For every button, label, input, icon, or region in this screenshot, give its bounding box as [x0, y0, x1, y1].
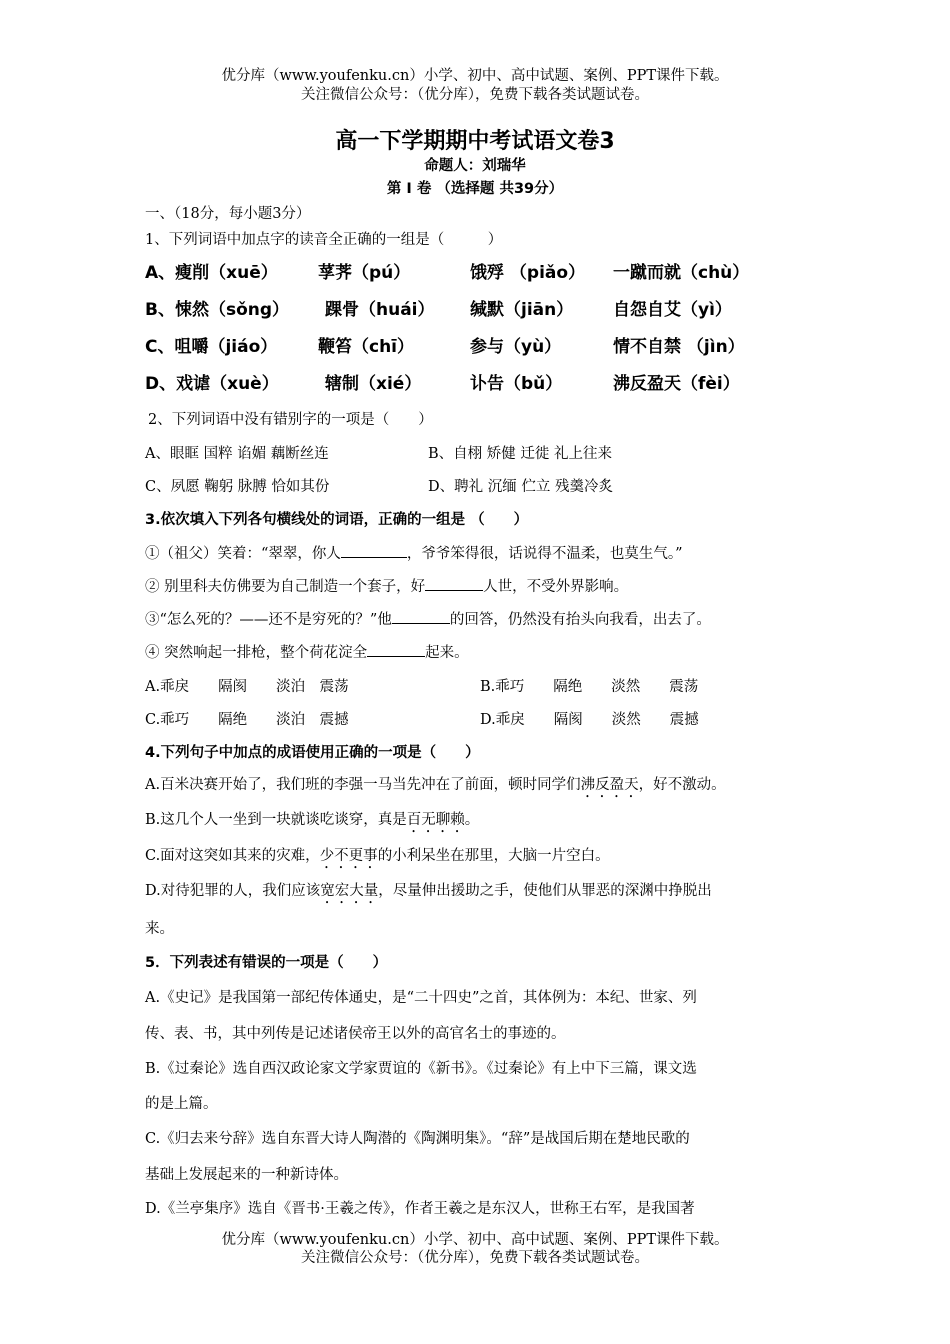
q1-stem: 1、下列词语中加点字的读音全正确的一组是（ ） [145, 232, 503, 248]
header-line-1: 优分库（www.youfenku.cn）小学、初中、高中试题、案例、PPT课件下载。 [221, 68, 729, 84]
q1-c-4: 情不自禁 （jìn） [613, 337, 745, 357]
q2-option-b: B、自栩 矫健 迁徙 礼上往来 [428, 446, 612, 462]
q2-option-d: D、聘礼 沉缅 伫立 残羹冷炙 [428, 479, 613, 495]
q4-option-b: B.这几个人一坐到一块就谈吃谈穿，真是百无聊赖。 [145, 812, 480, 828]
q1-c-2: 鞭笞（chī） [318, 337, 415, 357]
q4-option-a: A.百米决赛开始了，我们班的李强一马当先冲在了前面，顿时同学们沸反盈天，好不激动。 [145, 777, 726, 793]
q2-option-c: C、夙愿 鞠躬 脉膊 恰如其份 [145, 479, 330, 495]
volume-heading: 第 I 卷 （选择题 共39分） [386, 181, 564, 197]
q4-option-c: C.面对这突如其来的灾难，少不更事的小利呆坐在那里，大脑一片空白。 [145, 848, 610, 864]
q1-d-4: 沸反盈天（fèi） [613, 374, 740, 394]
q1-d-1: D、戏谑（xuè） [145, 374, 279, 394]
q3-option-d: D.乖戾 隔阂 淡然 震撼 [480, 712, 699, 728]
q3-sentence-2: ② 别里科夫仿佛要为自己制造一个套子，好 人世，不受外界影响。 [145, 575, 628, 596]
header-line-2: 关注微信公众号：（优分库），免费下载各类试题试卷。 [301, 87, 649, 103]
q3-stem: 3.依次填入下列各句横线处的词语，正确的一组是 （ ） [145, 512, 529, 528]
q3-option-c: C.乖巧 隔绝 淡泊 震撼 [145, 712, 349, 728]
fill-blank [425, 576, 483, 591]
q2-stem: 2、下列词语中没有错别字的一项是（ ） [148, 412, 433, 428]
q1-b-2: 踝骨（huái） [325, 300, 435, 320]
q5-option-d-line1: D.《兰亭集序》选自《晋书·王羲之传》，作者王羲之是东汉人，世称王右军，是我国著 [145, 1201, 695, 1217]
exam-title: 高一下学期期中考试语文卷3 [335, 129, 615, 154]
q5-option-c-line2: 基础上发展起来的一种新诗体。 [145, 1167, 348, 1183]
exam-setter: 命题人：刘瑞华 [424, 158, 526, 174]
q2-option-a: A、眼眶 国粹 谄媚 藕断丝连 [145, 446, 329, 462]
q5-option-b-line2: 的是上篇。 [145, 1096, 218, 1112]
q1-a-4: 一蹴而就（chù） [613, 263, 750, 283]
section-heading: 一、（18分，每小题3分） [145, 206, 311, 222]
q4-option-d: D.对待犯罪的人，我们应该宽宏大量，尽量伸出援助之手，使他们从罪恶的深渊中挣脱出 [145, 883, 712, 899]
q1-a-2: 莩荠（pú） [318, 263, 411, 283]
fill-blank [367, 642, 425, 657]
q1-c-1: C、咀嚼（jiáo） [145, 337, 278, 357]
q5-option-a-line1: A.《史记》是我国第一部纪传体通史，是“二十四史”之首，其体例为：本纪、世家、列 [145, 990, 697, 1006]
q4-option-d-cont: 来。 [145, 921, 174, 937]
fill-blank [341, 543, 407, 558]
q5-option-c-line1: C.《归去来兮辞》选自东晋大诗人陶潜的《陶渊明集》。“辞”是战国后期在楚地民歌的 [145, 1131, 690, 1147]
q5-stem: 5．下列表述有错误的一项是（ ） [145, 955, 388, 971]
q5-option-b-line1: B.《过秦论》选自西汉政论家文学家贾谊的《新书》。《过秦论》有上中下三篇，课文选 [145, 1061, 697, 1077]
q1-d-3: 讣告（bǔ） [470, 374, 563, 394]
q3-sentence-1: ①（祖父）笑着：“翠翠，你人 ，爷爷笨得很，话说得不温柔，也莫生气。” [145, 542, 683, 563]
q3-option-a: A.乖戾 隔阂 淡泊 震荡 [145, 679, 349, 695]
q1-b-1: B、悚然（sǒng） [145, 300, 290, 320]
q1-b-3: 缄默（jiān） [470, 300, 574, 320]
q1-c-3: 参与（yù） [470, 337, 562, 357]
q3-sentence-4: ④ 突然响起一排枪，整个荷花淀全 起来。 [145, 641, 469, 662]
fill-blank [392, 609, 450, 624]
q1-a-1: A、瘦削（xuē） [145, 263, 278, 283]
q3-option-b: B.乖巧 隔绝 淡然 震荡 [480, 679, 699, 695]
q1-d-2: 辖制（xié） [325, 374, 422, 394]
footer-line-2: 关注微信公众号：（优分库），免费下载各类试题试卷。 [301, 1250, 649, 1266]
q1-a-3: 饿殍 （piǎo） [470, 263, 586, 283]
footer-line-1: 优分库（www.youfenku.cn）小学、初中、高中试题、案例、PPT课件下载。 [221, 1232, 729, 1248]
q1-b-4: 自怨自艾（yì） [613, 300, 732, 320]
q5-option-a-line2: 传、表、书，其中列传是记述诸侯帝王以外的高官名士的事迹的。 [145, 1026, 566, 1042]
q4-stem: 4.下列句子中加点的成语使用正确的一项是（ ） [145, 745, 480, 761]
q3-sentence-3: ③“怎么死的？——还不是穷死的？”他 的回答，仍然没有抬头向我看，出去了。 [145, 608, 711, 629]
